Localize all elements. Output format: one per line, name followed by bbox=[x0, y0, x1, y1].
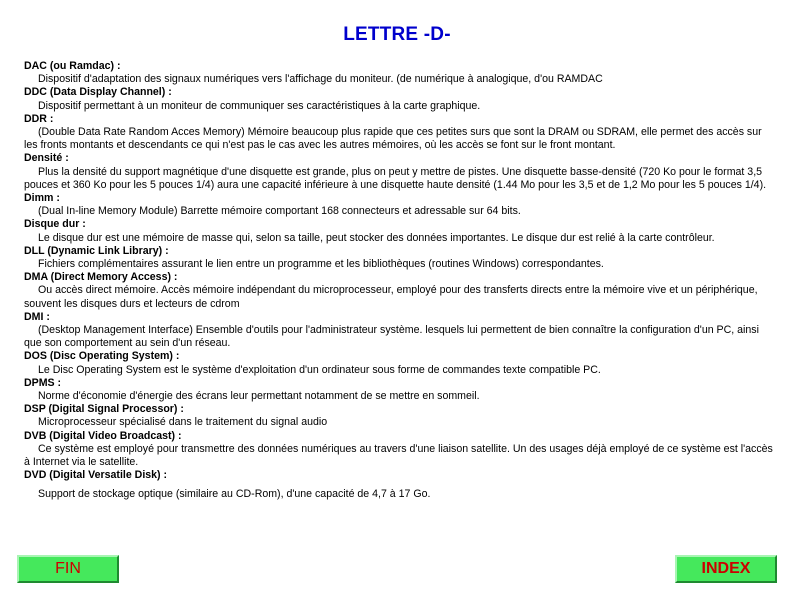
glossary-entry-dsp bbox=[24, 403, 774, 429]
definition-text: (Dual In-line Memory Module) Barrette mémoire comportant 168 connecteurs et adressable sur 64 bits. bbox=[38, 205, 521, 218]
term-label: DVB (Digital Video Broadcast) : bbox=[24, 429, 182, 442]
term-label: DMI : bbox=[24, 310, 50, 323]
glossary-entry-dos bbox=[24, 350, 774, 376]
term-label: DSP (Digital Signal Processor) : bbox=[24, 403, 184, 416]
term-label: Densité : bbox=[24, 152, 69, 165]
definition-text: (Double Data Rate Random Acces Memory) Mémoire beaucoup plus rapide que ces petites surs que sont la DRAM ou SDRAM, elle permet des accès sur les fronts montants et descendants ce qui n'est pas le cas avec les autres mémoires, où les accès se font sur le front montant. bbox=[24, 126, 762, 152]
page-title: LETTRE -D- bbox=[343, 24, 451, 45]
definition-text: Ou accès direct mémoire. Accès mémoire indépendant du microprocesseur, employé pour des transferts directs entre la mémoire vive et un périphérique, souvent les disques durs et lecteurs de cdrom bbox=[24, 284, 758, 310]
glossary-entry-ddr bbox=[24, 113, 774, 153]
glossary-entry-dac bbox=[24, 60, 774, 86]
glossary-entry-dma bbox=[24, 271, 774, 311]
term-label: DDC (Data Display Channel) : bbox=[24, 86, 172, 99]
term-label: DLL (Dynamic Link Library) : bbox=[24, 244, 169, 257]
term-label: Dimm : bbox=[24, 192, 60, 205]
definition-text: Dispositif d'adaptation des signaux numériques vers l'affichage du moniteur. (de numérique à analogique, d'ou RAMDAC bbox=[38, 73, 603, 86]
definition-text: Le disque dur est une mémoire de masse qui, selon sa taille, peut stocker des données importantes. Le disque dur est relié à la carte contrôleur. bbox=[38, 231, 715, 244]
glossary-entry-dvb bbox=[24, 430, 774, 470]
index-button[interactable]: INDEX bbox=[675, 555, 777, 583]
glossary-entry-dvd bbox=[24, 469, 774, 500]
glossary-list bbox=[24, 60, 774, 501]
term-label: DMA (Direct Memory Access) : bbox=[24, 271, 178, 284]
definition-text: Norme d'économie d'énergie des écrans leur permettant notamment de se mettre en sommeil. bbox=[38, 390, 480, 403]
term-label: DAC (ou Ramdac) : bbox=[24, 60, 121, 72]
glossary-entry-densite bbox=[24, 152, 774, 192]
fin-button[interactable]: FIN bbox=[17, 555, 119, 583]
glossary-entry-ddc bbox=[24, 86, 774, 112]
term-label: DDR : bbox=[24, 112, 54, 125]
glossary-entry-dll bbox=[24, 245, 774, 271]
glossary-entry-dmi bbox=[24, 311, 774, 351]
term-label: DPMS : bbox=[24, 376, 62, 389]
glossary-entry-dpms bbox=[24, 377, 774, 403]
term-label: Disque dur : bbox=[24, 218, 86, 231]
term-label: DOS (Disc Operating System) : bbox=[24, 350, 180, 363]
definition-text: (Desktop Management Interface) Ensemble d'outils pour l'administrateur système. lesquels lui permettent de bien connaître la configuration d'un PC, ainsi que son comportement au sein d'un réseau. bbox=[24, 324, 759, 350]
glossary-entry-dimm bbox=[24, 192, 774, 218]
definition-text: Le Disc Operating System est le système d'exploitation d'un ordinateur sous forme de commandes texte compatible PC. bbox=[38, 363, 601, 376]
definition-text: Plus la densité du support magnétique d'une disquette est grande, plus on peut y mettre de pistes. Une disquette basse-densité (720 Ko pour le format 3,5 pouces et 360 Ko pour les 5 pouces 1/4) aura une capacité inférieure à une disquette haute densité (1.44 Mo pour les 3,5 et de 1,2 Mo pour les 5 pouces 1/4). bbox=[24, 165, 767, 191]
glossary-entry-disque-dur bbox=[24, 218, 774, 244]
definition-text: Dispositif permettant à un moniteur de communiquer ses caractéristiques à la carte graphique. bbox=[38, 99, 481, 112]
definition-text: Microprocesseur spécialisé dans le traitement du signal audio bbox=[38, 416, 328, 429]
definition-text: Ce système est employé pour transmettre des données numériques au travers d'une liaison satellite. Un des usages déjà employé de ce système est l'accès à Internet via le satellite. bbox=[24, 442, 773, 469]
term-label: DVD (Digital Versatile Disk) : bbox=[24, 469, 168, 482]
definition-text: Support de stockage optique (similaire au CD-Rom), d'une capacité de 4,7 à 17 Go. bbox=[38, 487, 431, 500]
definition-text: Fichiers complémentaires assurant le lien entre un programme et les bibliothèques (routines Windows) correspondantes. bbox=[38, 258, 604, 271]
